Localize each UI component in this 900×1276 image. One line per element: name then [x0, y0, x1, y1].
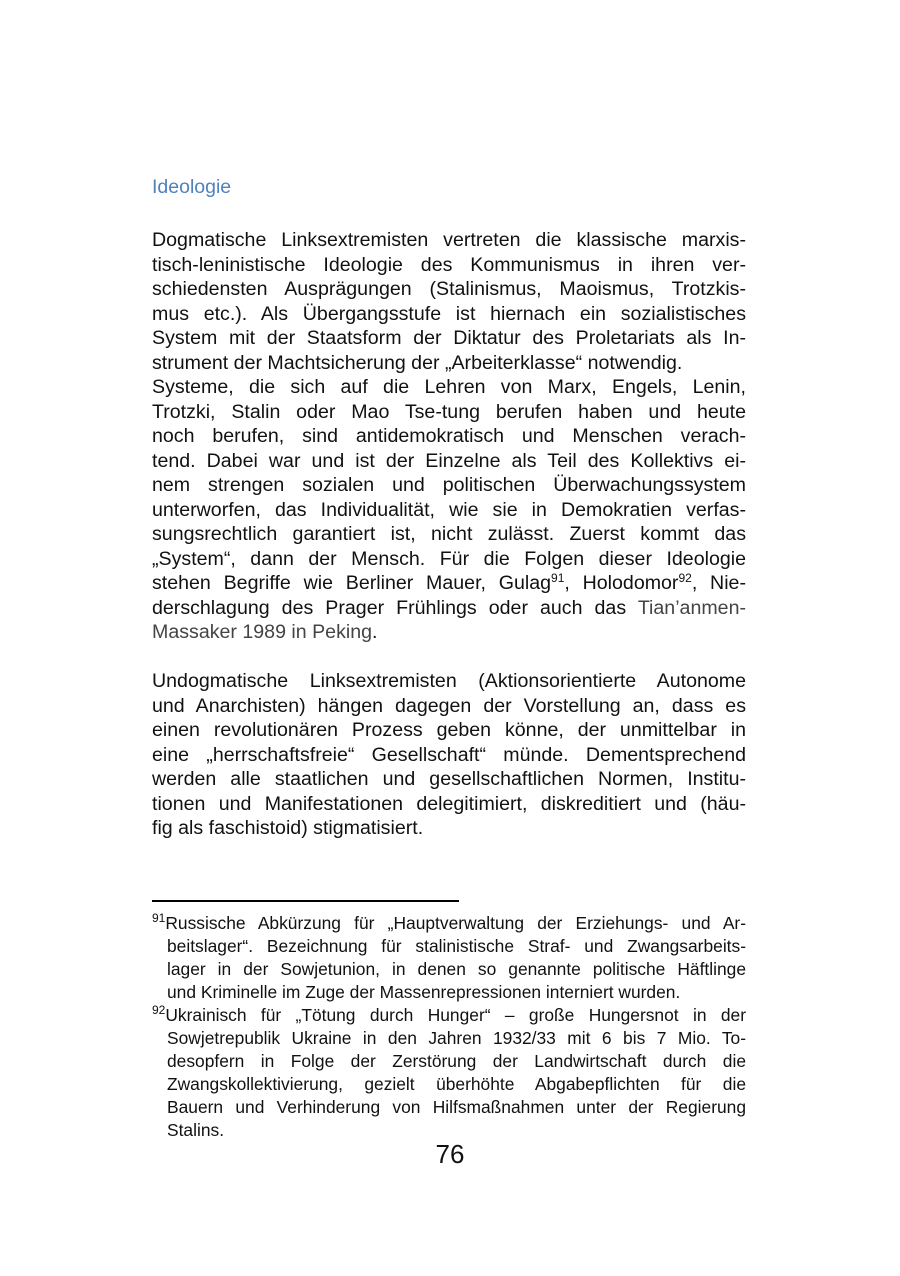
text-line: lager in der Sowjetunion, in denen so genannte politische Häftlinge: [167, 959, 746, 979]
text-segment: , Nie-: [691, 572, 746, 594]
text-segment: .: [372, 621, 378, 643]
footnote-91: [152, 912, 746, 1004]
text-line: „System“, dann der Mensch. Für die Folgen dieser Ideologie: [152, 547, 746, 570]
text-line: unterworfen, das Individualität, wie sie in Demokratien verfas-: [152, 498, 746, 521]
text-line: tend. Dabei war und ist der Einzelne als Teil des Kollektivs ei-: [152, 449, 746, 472]
text-line: einen revolutionären Prozess geben könne, der unmittelbar in: [152, 719, 746, 741]
footnote-reference: 91: [551, 571, 565, 585]
paragraph-undogmatic: [152, 669, 746, 841]
text-line: nem strengen sozialen und politischen Überwachungssystem: [152, 474, 746, 496]
text-line: Zwangskollektivierung, gezielt überhöhte Abgabepflichten für die: [167, 1074, 746, 1094]
text-segment: stehen Begriffe wie Berliner Mauer, Gulag: [152, 572, 552, 594]
text-segment: Massaker 1989 in Peking: [152, 621, 373, 643]
text-line: Trotzki, Stalin oder Mao Tse-tung berufen haben und heute: [152, 400, 746, 423]
text-segment: Tian’anmen-: [637, 596, 746, 619]
text-line: strument der Machtsicherung der „Arbeiterklasse“ notwendig.: [152, 351, 683, 374]
text-line: schiedensten Ausprägungen (Stalinismus, Maoismus, Trotzkis-: [152, 278, 746, 300]
text-line: Undogmatische Linksextremisten (Aktionsorientierte Autonome: [152, 670, 746, 692]
text-line: eine „herrschaftsfreie“ Gesellschaft“ münde. Dementsprechend: [152, 743, 746, 766]
text-line: Dogmatische Linksextremisten vertreten die klassische marxis-: [152, 229, 746, 251]
text-line: und Anarchisten) hängen dagegen der Vorstellung an, dass es: [152, 694, 746, 717]
text-line: Bauern und Verhinderung von Hilfsmaßnahmen unter der Regierung: [167, 1097, 746, 1117]
page-number: 76: [435, 1139, 465, 1169]
text-line: werden alle staatlichen und gesellschaftlichen Normen, Institu-: [152, 768, 746, 790]
text-line: [152, 912, 746, 935]
section-heading: Ideologie: [152, 176, 232, 198]
footnote-reference: 92: [678, 571, 692, 585]
text-segment: Ukrainisch für „Tötung durch Hunger“ – große Hungersnot in der: [165, 1005, 746, 1025]
text-line: Stalins.: [167, 1120, 225, 1140]
text-line: tionen und Manifestationen delegitimiert, diskreditiert und (häu-: [152, 792, 746, 815]
text-line: beitslager“. Bezeichnung für stalinistische Straf- und Zwangsarbeits-: [167, 936, 746, 956]
text-segment: derschlagung des Prager Frühlings oder auch das: [152, 596, 638, 619]
text-line: Systeme, die sich auf die Lehren von Marx, Engels, Lenin,: [152, 376, 746, 398]
text-line: noch berufen, sind antidemokratisch und Menschen verach-: [152, 425, 746, 447]
text-line: [152, 1004, 746, 1027]
text-line: [152, 620, 746, 645]
text-line: [152, 571, 746, 596]
footnote-separator: [152, 900, 459, 902]
text-line: [152, 596, 746, 621]
text-line: tisch-leninistische Ideologie des Kommunismus in ihren ver-: [152, 253, 746, 276]
text-line: System mit der Staatsform der Diktatur des Proletariats als In-: [152, 327, 746, 349]
text-line: sungsrechtlich garantiert ist, nicht zulässt. Zuerst kommt das: [152, 523, 746, 545]
text-segment: , Holodomor: [564, 572, 679, 594]
text-line: fig als faschistoid) stigmatisiert.: [152, 817, 424, 839]
text-line: mus etc.). Als Übergangsstufe ist hiernach ein sozialistisches: [152, 302, 746, 325]
text-segment: Russische Abkürzung für „Hauptverwaltung der Erziehungs- und Ar-: [165, 913, 746, 933]
text-line: desopfern in Folge der Zerstörung der Landwirtschaft durch die: [167, 1051, 746, 1071]
footnote-reference: 92: [152, 1003, 166, 1017]
footnote-92: [152, 1004, 746, 1142]
footnote-reference: 91: [152, 911, 166, 925]
text-line: und Kriminelle im Zuge der Massenrepressionen interniert wurden.: [167, 982, 681, 1002]
text-line: Sowjetrepublik Ukraine in den Jahren 1932/33 mit 6 bis 7 Mio. To-: [167, 1028, 746, 1048]
paragraph-dogmatic: [152, 228, 746, 645]
